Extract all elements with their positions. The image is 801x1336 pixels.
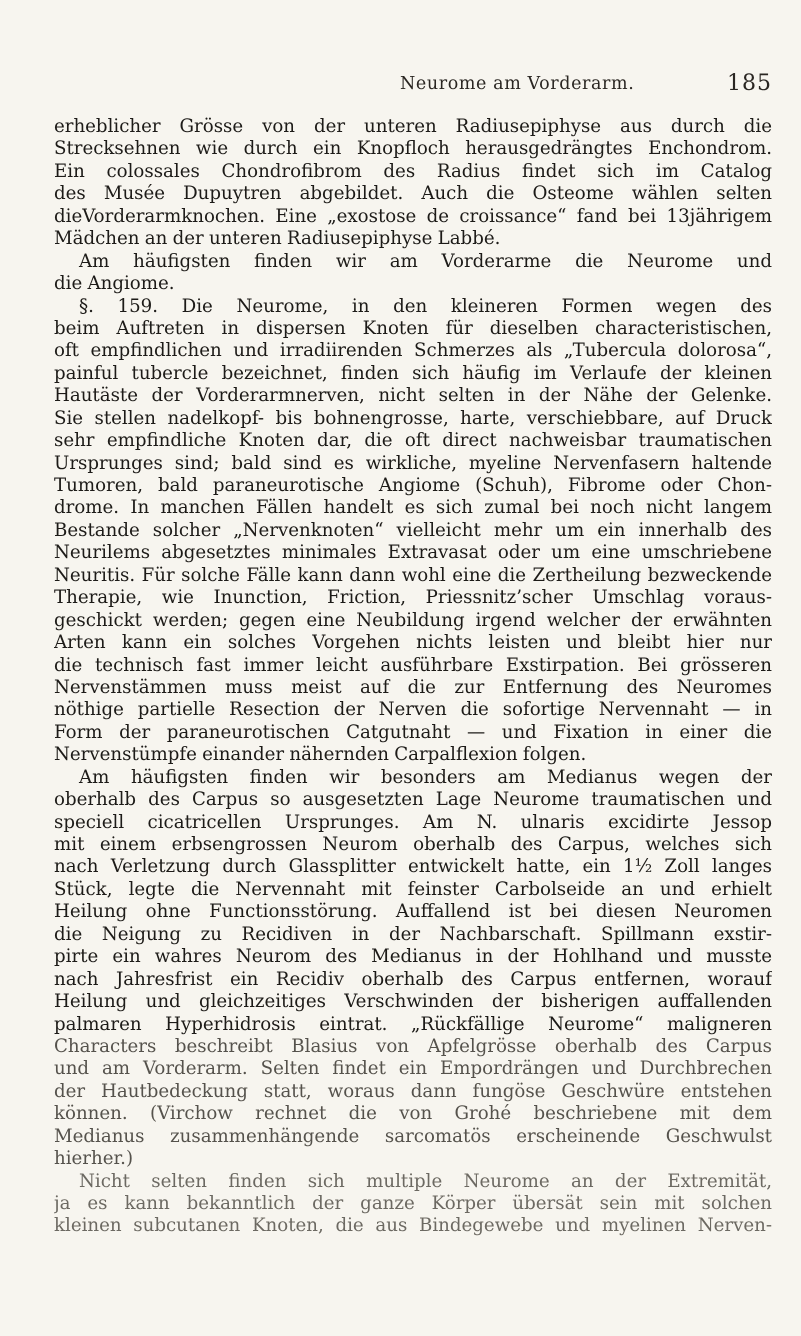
text-line: Strecksehnen wie durch ein Knopfloch herausgedrängtes Enchondrom. (54, 138, 772, 160)
text-line: nöthige partielle Resection der Nerven die sofortige Nervennaht — in (54, 699, 772, 721)
text-line: ja es kann bekanntlich der ganze Körper übersät sein mit solchen (54, 1193, 772, 1214)
text-line: §. 159. Die Neurome, in den kleineren Formen wegen des (79, 295, 772, 317)
text-line: dieVorderarmknochen. Eine „exostose de croissance“ fand bei 13jährigem (54, 205, 772, 227)
text-line: Heilung und gleichzeitiges Verschwinden der bisherigen auffallenden (54, 991, 772, 1013)
text-line: painful tubercle bezeichnet, finden sich häufig im Verlaufe der kleinen (54, 362, 772, 384)
text-line: die Neigung zu Recidiven in der Nachbarschaft. Spillmann exstir- (54, 923, 772, 945)
text-line: Hautäste der Vorderarmnerven, nicht selten in der Nähe der Gelenke. (54, 385, 772, 407)
text-line: pirte ein wahres Neurom des Medianus in der Hohlhand und musste (54, 946, 772, 968)
text-line: Medianus zusammenhängende sarcomatös erscheinende Geschwulst (54, 1125, 772, 1147)
text-line: nach Jahresfrist ein Recidiv oberhalb des Carpus entfernen, worauf (54, 968, 772, 990)
running-head (54, 69, 772, 99)
running-title: Neurome am Vorderarm. (400, 74, 635, 94)
text-line: kleinen subcutanen Knoten, die aus Bindegewebe und myelinen Nerven- (54, 1215, 772, 1237)
text-line: nach Verletzung durch Glassplitter entwickelt hatte, ein 1½ Zoll langes (54, 856, 772, 878)
text-line: Ein colossales Chondrofibrom des Radius findet sich im Catalog (54, 160, 772, 182)
text-line: Neuritis. Für solche Fälle kann dann wohl eine die Zertheilung bezweckende (54, 564, 772, 586)
text-line: Nervenstämmen muss meist auf die zur Entfernung des Neuromes (54, 676, 772, 698)
text-line: Neurilems abgesetztes minimales Extravasat oder um eine umschriebene (54, 542, 772, 564)
text-line: der Hautbedeckung statt, woraus dann fungöse Geschwüre entstehen (54, 1080, 772, 1102)
text-line: erheblicher Grösse von der unteren Radiusepiphyse aus durch die (54, 116, 772, 137)
text-line: oft empfindlichen und irradiirenden Schmerzes als „Tubercula dolorosa“, (54, 340, 772, 362)
text-line: drome. In manchen Fällen handelt es sich zumal bei noch nicht langem (54, 497, 772, 519)
text-line: des Musée Dupuytren abgebildet. Auch die Osteome wählen selten (54, 183, 772, 205)
text-line: Am häufigsten finden wir am Vorderarme die Neurome und (79, 250, 772, 272)
text-line: hierher.) (54, 1148, 134, 1170)
text-line: geschickt werden; gegen eine Neubildung irgend welcher der erwähnten (54, 609, 772, 631)
text-line: speciell cicatricellen Ursprunges. Am N. ulnaris excidirte Jessop (54, 811, 772, 833)
page-number: 185 (727, 71, 772, 96)
text-line: beim Auftreten in dispersen Knoten für dieselben characteristischen, (54, 317, 772, 339)
text-line: Sie stellen nadelkopf- bis bohnengrosse, harte, verschiebbare, auf Druck (54, 407, 772, 429)
text-line: Form der paraneurotischen Catgutnaht — und Fixation in einer die (54, 721, 772, 743)
text-line: Ursprunges sind; bald sind es wirkliche, myeline Nervenfasern haltende (54, 452, 772, 474)
text-line: Arten kann ein solches Vorgehen nichts leisten und bleibt hier nur (54, 632, 772, 654)
text-line: Mädchen an der unteren Radiusepiphyse Labbé. (54, 228, 501, 250)
text-line: Nervenstümpfe einander nähernden Carpalflexion folgen. (54, 744, 587, 766)
text-line: mit einem erbsengrossen Neurom oberhalb des Carpus, welches sich (54, 834, 772, 855)
text-line: sehr empfindliche Knoten dar, die oft direct nachweisbar traumatischen (54, 430, 772, 452)
text-line: oberhalb des Carpus so ausgesetzten Lage Neurome traumatischen und (54, 789, 772, 811)
text-line: die technisch fast immer leicht ausführbare Exstirpation. Bei grösseren (54, 654, 772, 676)
text-line: Stück, legte die Nervennaht mit feinster Carbolseide an und erhielt (54, 878, 772, 900)
text-line: Am häufigsten finden wir besonders am Medianus wegen der (79, 766, 772, 788)
text-line: Nicht selten finden sich multiple Neurome an der Extremität, (79, 1170, 772, 1192)
text-line: palmaren Hyperhidrosis eintrat. „Rückfällige Neurome“ maligneren (54, 1013, 772, 1035)
text-line: die Angiome. (54, 273, 175, 295)
text-line: Tumoren, bald paraneurotische Angiome (Schuh), Fibrome oder Chon- (54, 475, 772, 496)
text-line: Characters beschreibt Blasius von Apfelgrösse oberhalb des Carpus (54, 1035, 772, 1057)
text-line: und am Vorderarm. Selten findet ein Empordrängen und Durchbrechen (54, 1058, 772, 1080)
text-line: können. (Virchow rechnet die von Grohé beschriebene mit dem (54, 1103, 772, 1125)
text-line: Heilung ohne Functionsstörung. Auffallend ist bei diesen Neuromen (54, 901, 772, 923)
body-text (54, 116, 772, 1238)
text-line: Bestande solcher „Nervenknoten“ vielleicht mehr um ein innerhalb des (54, 519, 772, 541)
text-line: Therapie, wie Inunction, Friction, Priessnitz’scher Umschlag voraus- (54, 587, 772, 609)
